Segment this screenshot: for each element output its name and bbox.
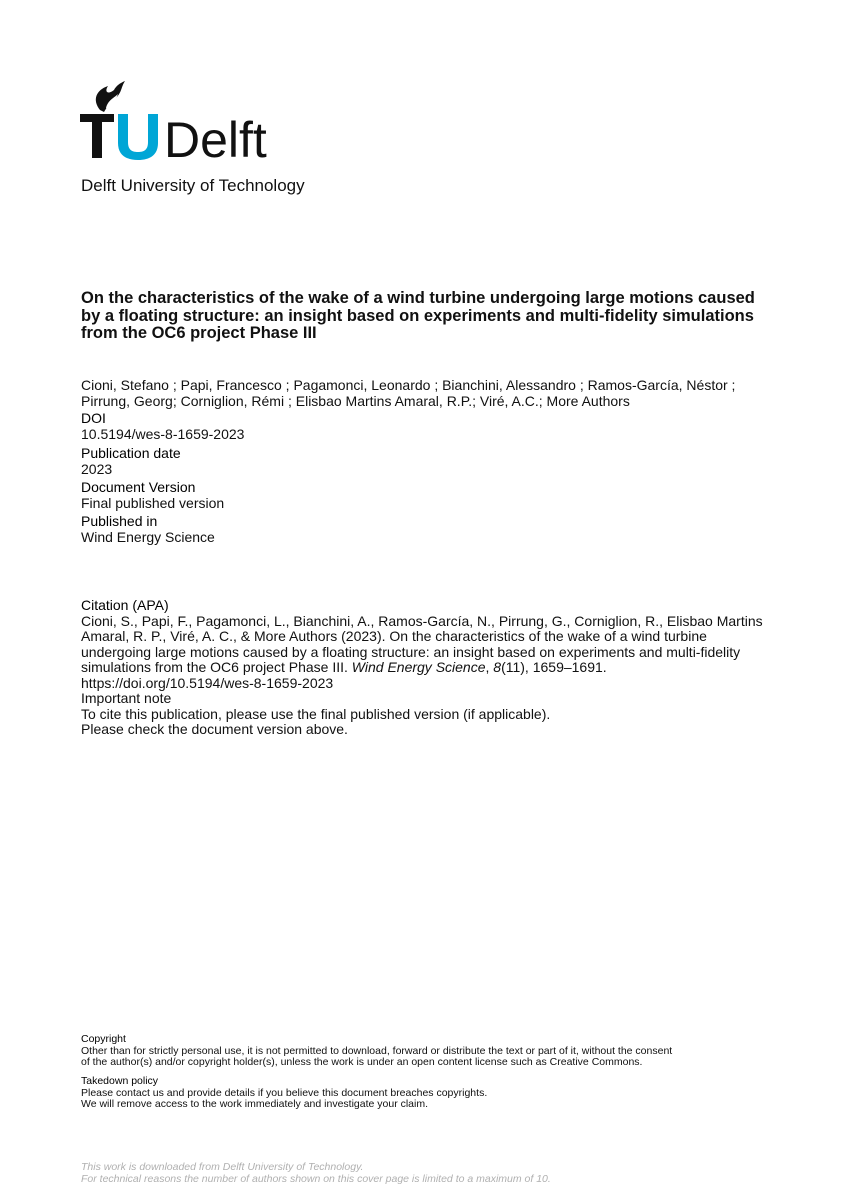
doi-label: DOI xyxy=(81,410,106,426)
publication-date-value: 2023 xyxy=(81,460,113,477)
citation-volume: 8 xyxy=(493,659,502,675)
citation-label: Citation (APA) xyxy=(81,597,169,613)
document-version-block xyxy=(81,480,224,511)
publication-date-label: Publication date xyxy=(81,445,181,461)
citation-sep: , xyxy=(485,659,494,675)
footer-line2: For technical reasons the number of authors shown on this cover page is limited to a maximum of 10. xyxy=(81,1173,551,1185)
download-footer xyxy=(81,1161,781,1185)
author-list: Cioni, Stefano ; Papi, Francesco ; Pagamonci, Leonardo ; Bianchini, Alessandro ; Ramos-García, Néstor ; Pirrung, Georg; Corniglion, Rémi ; Elisbao Martins Amaral, R.P.; Viré, A.C.; More Authors xyxy=(81,377,736,409)
copyright-line2: of the author(s) and/or copyright holder(s), unless the work is under an open content license such as Creative Commons. xyxy=(81,1056,643,1068)
takedown-line1: Please contact us and provide details if you believe this document breaches copyrights. xyxy=(81,1086,488,1099)
copyright-label: Copyright xyxy=(81,1033,126,1045)
takedown-line2: We will remove access to the work immediately and investigate your claim. xyxy=(81,1098,429,1110)
doi-link[interactable]: 10.5194/wes-8-1659-2023 xyxy=(81,425,245,442)
published-in-label: Published in xyxy=(81,513,158,529)
document-version-value: Final published version xyxy=(81,494,225,511)
footer-line1: This work is downloaded from Delft University of Technology. xyxy=(81,1161,364,1173)
citation-block xyxy=(81,598,771,691)
copyright-block xyxy=(81,1034,781,1069)
important-note-block xyxy=(81,691,771,738)
university-name: Delft University of Technology xyxy=(81,176,305,195)
u-letter xyxy=(118,114,158,160)
document-version-label: Document Version xyxy=(81,479,196,495)
citation-part1: Cioni, S., Papi, F., Pagamonci, L., Bianchini, A., Ramos-García, N., Pirrung, G., Corniglion, R., Elisbao Martins Amaral, R. P., Viré, A. C., & More Authors (2023). On the characteristics of the wake of a wind turbine undergoing large motions caused by a floating structure: an insight based on experiments and multi-fidelity simulations from the OC6 project Phase III. xyxy=(81,612,763,675)
publication-date-block xyxy=(81,446,181,477)
citation-journal: Wind Energy Science xyxy=(351,659,486,675)
citation-text xyxy=(81,614,771,692)
wordmark-delft: Delft xyxy=(164,112,267,162)
important-note-label: Important note xyxy=(81,690,172,706)
tudelft-logo xyxy=(78,78,288,162)
takedown-label: Takedown policy xyxy=(81,1075,159,1087)
important-note-line2: Please check the document version above. xyxy=(81,721,348,737)
published-in-value: Wind Energy Science xyxy=(81,528,215,545)
published-in-block xyxy=(81,514,215,545)
paper-title: On the characteristics of the wake of a wind turbine undergoing large motions caused by a floating structure: an insight based on experiments and multi-fidelity simulations from the OC6 project Phase III xyxy=(81,289,755,342)
copyright-line1: Other than for strictly personal use, it is not permitted to download, forward or distribute the text or part of it, without the consent xyxy=(81,1044,673,1057)
citation-part2: (11), 1659–1691. xyxy=(501,659,607,675)
citation-url: https://doi.org/10.5194/wes-8-1659-2023 xyxy=(81,674,334,691)
important-note-line1: To cite this publication, please use the final published version (if applicable). xyxy=(81,705,551,722)
tudelft-flame-logo-icon xyxy=(78,78,288,162)
doi-block xyxy=(81,411,244,442)
takedown-block xyxy=(81,1076,781,1111)
